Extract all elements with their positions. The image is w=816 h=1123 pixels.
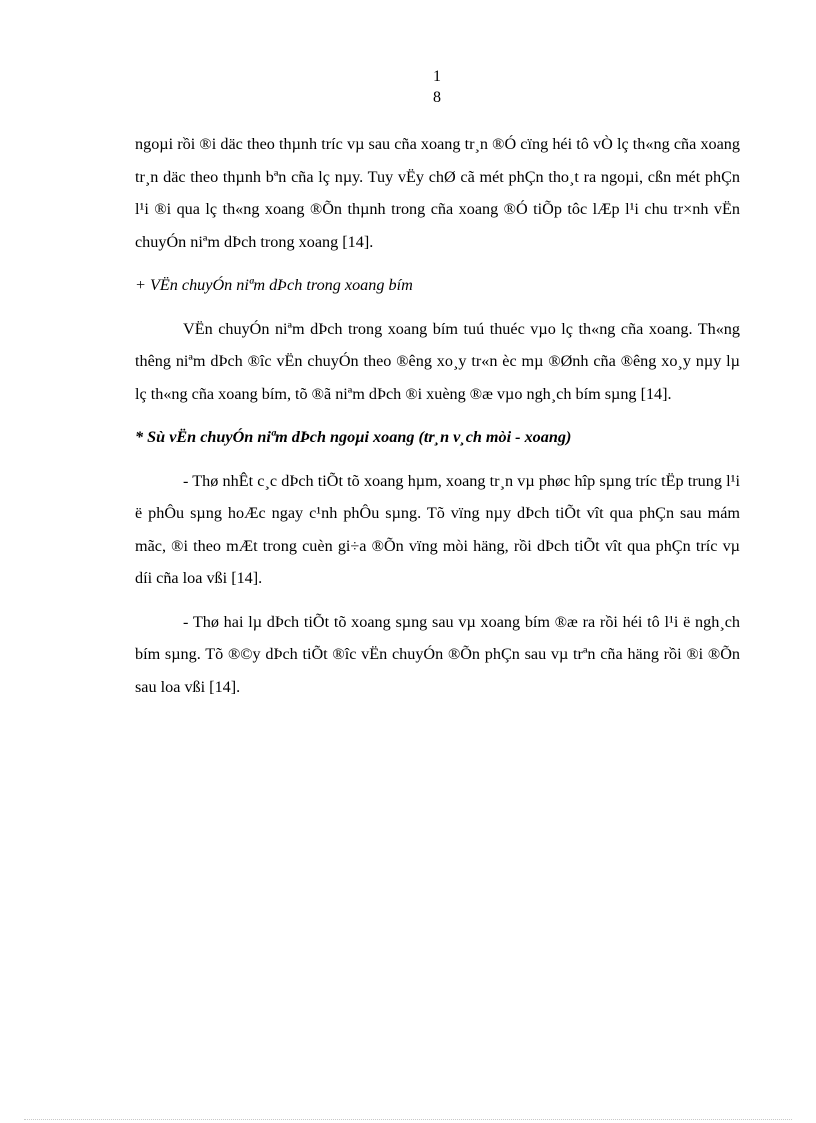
page-number-line-1: 1 [433,68,441,85]
footer-divider [24,1119,792,1120]
paragraph-sinus-frontal-drainage: ngoµi rồi ®i däc theo thµnh tríc vµ sau cña xoang tr¸n ®Ó cïng héi tô vÒ lç th«ng cña xoang tr¸n däc theo thµnh bªn cña lç nµy. Tuy vËy chØ cã mét phÇn tho¸t ra ngoµi, cßn mét phÇn l¹i ®i qua lç th«ng xoang ®Õn thµnh trong cña xoang ®Ó tiÕp tôc lÆp l¹i chu tr×nh vËn chuyÓn niªm dÞch trong xoang [14]. [135,135,740,251]
paragraph-first-pathway: - Thø nhÊt c¸c dÞch tiÕt tõ xoang hµm, xoang tr¸n vµ phøc hîp sµng tríc tËp trung l¹i ë phÔu sµng hoÆc ngay c¹nh phÔu sµng. Tõ vïng nµy dÞch tiÕt vît qua phÇn sau mám mãc, ®i theo mÆt trong cuèn gi÷a ®Õn vïng mòi häng, rồi dÞch tiÕt vît qua phÇn tríc vµ díi cña loa vßi [14]. [135,471,740,587]
section-heading-extra-sinus-transport: * Sù vËn chuyÓn niªm dÞch ngoµi xoang (tr¸n v¸ch mòi - xoang) [135,428,572,446]
page-number-line-2: 8 [433,89,441,106]
paragraph-second-pathway: - Thø hai lµ dÞch tiÕt tõ xoang sµng sau vµ xoang bím ®æ ra rồi héi tô l¹i ë ngh¸ch bím sµng. Tõ ®©y dÞch tiÕt ®îc vËn chuyÓn ®Õn phÇn sau vµ trªn cña häng rồi ®i ®Õn sau loa vßi [14]. [135,612,740,696]
document-body [135,128,740,703]
page-number [420,66,454,108]
paragraph-sphenoid-transport: VËn chuyÓn niªm dÞch trong xoang bím tuú thuéc vµo lç th«ng cña xoang. Th«ng thêng niªm dÞch ®îc vËn chuyÓn theo ®êng xo¸y tr«n èc mµ ®Ønh cña ®êng xo¸y nµy lµ lç th«ng cña xoang bím, tõ ®ã niªm dÞch ®i xuèng ®æ vµo ngh¸ch bím sµng [14]. [135,319,740,403]
subheading-sphenoid-transport: + VËn chuyÓn niªm dÞch trong xoang bím [135,276,413,294]
